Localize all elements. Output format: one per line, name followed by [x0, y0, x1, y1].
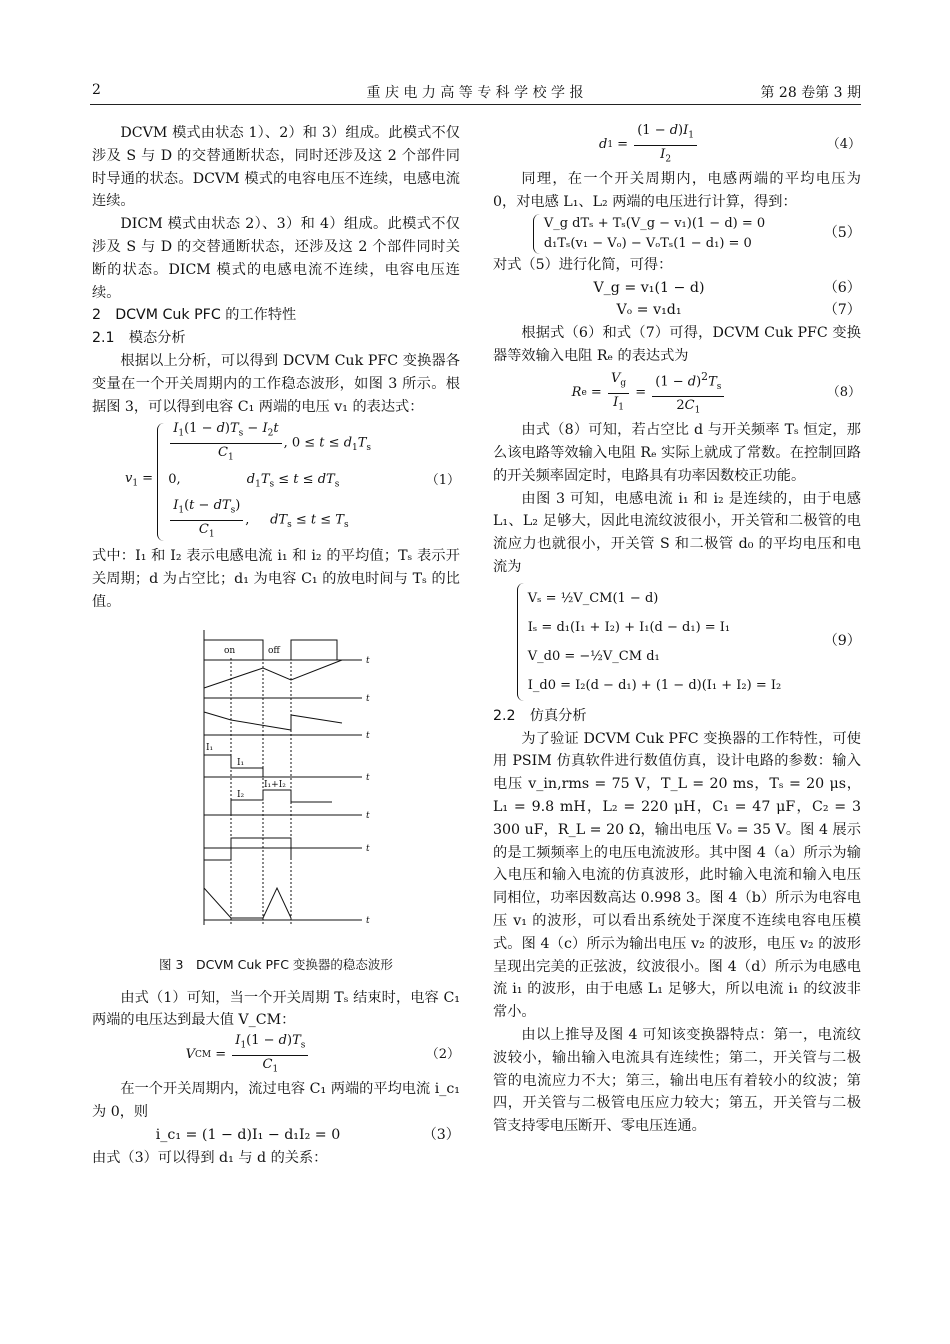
equation-line: I_d0 = I₂(d − d₁) + (1 − d)(I₁ + I₂) = I₂ — [527, 677, 782, 693]
paragraph: 式中：I₁ 和 I₂ 表示电感电流 i₁ 和 i₂ 的平均值；Tₛ 表示开关周期；d 为占空比；d₁ 为电容 C₁ 的放电时间与 Tₛ 的比值。 — [92, 548, 460, 610]
page-number: 2 — [92, 82, 101, 98]
label-t: t — [366, 772, 370, 783]
label-t: t — [366, 693, 370, 704]
equation-line: V_g dTₛ + Tₛ(V_g − v₁)(1 − d) = 0 — [543, 215, 766, 231]
equation-text: V_g = v₁(1 − d) — [593, 279, 705, 296]
paragraph: 根据以上分析，可以得到 DCVM Cuk PFC 变换器各变量在一个开关周期内的工作稳态波形，如图 3 所示。根据图 3，可以得到电容 C₁ 两端的电压 v₁ 的表达式： — [92, 352, 460, 415]
equation-number: （7） — [823, 302, 861, 319]
equation-6 — [493, 277, 861, 300]
equation-7 — [493, 299, 861, 322]
label-I2: I₂ — [237, 789, 245, 800]
equation-number: （2） — [425, 1046, 460, 1062]
equation-1: $v_1$ = $\frac{I_1(1 - d)T_s - I_2t}{C_1}$ , $0 \le t \le d_1T_s$ 0, $d_1T_s \le t \le dT_s$ $\frac{I_1(t - dT_s)}{C_1}$ , $dT_s \le t \le T_s$ （1） — [124, 421, 460, 540]
id0-waveform — [231, 790, 332, 815]
equation-line: Vₛ = ½V_CM(1 − d) — [527, 590, 659, 606]
equation-line: V_d0 = −½V_CM d₁ — [527, 648, 660, 664]
right-column — [493, 122, 861, 1138]
left-column — [92, 122, 460, 1169]
paragraph: 在一个开关周期内，流过电容 C₁ 两端的平均电流 i_c₁ 为 0，则 — [92, 1081, 460, 1121]
label-t: t — [366, 843, 370, 854]
subsection-heading: 2.1 模态分析 — [92, 330, 186, 347]
figure-caption: 图 3 DCVM Cuk PFC 变换器的稳态波形 — [159, 956, 393, 972]
header-rule — [90, 104, 861, 105]
equation-text: Vₒ = v₁d₁ — [616, 302, 682, 319]
equation-number: （5） — [823, 225, 861, 242]
equation-2: V CM = $\frac{I_1(1 - d)T_s}{C_1}$ （2） — [185, 1033, 460, 1075]
label-t: t — [366, 730, 370, 741]
label-t: t — [366, 915, 370, 926]
paragraph: 由式（1）可知，当一个开关周期 Tₛ 结束时，电容 C₁ 两端的电压达到最大值 V_CM： — [92, 989, 460, 1029]
paragraph: DICM 模式由状态 2）、3）和 4）组成。此模式不仅涉及 S 与 D 的交替通断状态，还涉及这 2 个部件同时关断的状态。DICM 模式的电感电流不连续，电容电压连续。 — [92, 216, 460, 301]
v1-waveform — [204, 888, 291, 918]
label-on: on — [224, 645, 236, 656]
subsection-heading: 2.2 仿真分析 — [493, 707, 587, 724]
equation-3 — [92, 1124, 460, 1147]
section-heading: 2 DCVM Cuk PFC 的工作特性 — [92, 307, 297, 324]
journal-title: 重 庆 电 力 高 等 专 科 学 校 学 报 — [366, 85, 584, 101]
equation-number: （9） — [823, 633, 861, 650]
equation-number: （6） — [823, 279, 861, 296]
paragraph: 由以上推导及图 4 可知该变换器特点：第一，电流纹波较小，输出输入电流具有连续性；第二，开关管与二极管的电流应力不大；第三，输出电压有着较小的纹波；第四，开关管与二极管电压应力较大；第五，开关管与二极管支持零电压断开、零电压连通。 — [493, 1027, 861, 1135]
equation-9 — [493, 583, 861, 701]
volume-label: 第 28 卷第 3 期 — [760, 85, 861, 101]
equation-number: （4） — [826, 136, 861, 152]
equation-number: （3） — [422, 1126, 460, 1143]
label-off: off — [268, 645, 280, 656]
equation-text: i_c₁ = (1 − d)I₁ − d₁I₂ = 0 — [155, 1126, 341, 1143]
ic1-waveform — [204, 838, 291, 860]
equation-number: （1） — [425, 473, 460, 489]
is-waveform — [204, 755, 263, 777]
label-I1: I₁ — [237, 757, 245, 768]
equation-line: Iₛ = d₁(I₁ + I₂) + I₁(d − d₁) = I₁ — [527, 619, 731, 635]
paragraph: 根据式（6）和式（7）可得，DCVM Cuk PFC 变换器等效输入电阻 Rₑ 的表达式为 — [493, 325, 861, 364]
i2-waveform — [204, 712, 342, 730]
paragraph: 同理，在一个开关周期内，电感两端的平均电压为 0，对电感 L₁、L₂ 两端的电压进行计算，得到： — [493, 171, 861, 210]
paragraph: 由图 3 可知，电感电流 i₁ 和 i₂ 是连续的，由于电感 L₁、L₂ 足够大，因此电流纹波很小，开关管和二极管的电流应力也就很小，开关管 S 和二极管 d₀ 的平均电压和电流为 — [493, 490, 861, 576]
figure-3-waveforms — [92, 620, 460, 950]
label-t: t — [366, 810, 370, 821]
paragraph: 由式（3）可以得到 d₁ 与 d 的关系： — [92, 1149, 328, 1166]
equation-8: R e = $\frac{V_g}{I_1}$ = $\frac{(1 - d)^2T_s}{2C_1}$ （8） — [571, 369, 861, 416]
label-I1-plus-I2: I₁+I₂ — [264, 779, 286, 790]
label-I1: I₁ — [206, 742, 214, 753]
equation-4: d 1 = $\frac{(1 - d)I_1}{I_2}$ （4） — [598, 123, 861, 165]
paragraph: DCVM 模式由状态 1）、2）和 3）组成。此模式不仅涉及 S 与 D 的交替通断状态，同时还涉及这 2 个部件同时导通的状态。DCVM 模式的电容电压不连续，电感电流连续。 — [92, 125, 460, 210]
paragraph: 由式（8）可知，若占空比 d 与开关频率 Tₛ 恒定，那么该电路等效输入电阻 Rₑ 实际上就成了常数。在控制回路的开关频率固定时，电路具有功率因数校正功能。 — [493, 422, 861, 484]
paragraph: 为了验证 DCVM Cuk PFC 变换器的工作特性，可使用 PSIM 仿真软件进行数值仿真，设计电路的参数：输入电压 v_in,rms = 75 V，T_L = 20 ms，Tₛ = 20 μs，L₁ = 9.8 mH，L₂ = 220 μH，C₁ = 47 μF，C₂ = 3 300 uF，R_L = 20 Ω，输出电压 Vₒ = 35 V。图 4 展示的是工频频率上的电压电流波形。其中图 4（a）所示为输入电压和输入电流的仿真波形，此时输入电流和输入电压同相位，功率因数高达 0.998 3。图 4（b）所示为电容电压 v₁ 的波形，可以看出系统处于深度不连续电容电压模式。图 4（c）所示为输出电压 v₂ 的波形，电压 v₂ 的波形呈现出完美的正弦波，纹波很小。图 4（d）所示为电感电流 i₁ 的波形，由于电感 L₁ 足够大，所以电流 i₁ 的纹波非常小。 — [493, 730, 861, 1021]
equation-5 — [493, 214, 861, 254]
paragraph: 对式（5）进行化简，可得： — [493, 256, 673, 273]
equation-number: （8） — [826, 385, 861, 401]
equation-line: d₁Tₛ(v₁ − Vₒ) − VₒTₛ(1 − d₁) = 0 — [543, 235, 752, 251]
label-t: t — [366, 655, 370, 666]
i1-waveform — [204, 660, 342, 688]
